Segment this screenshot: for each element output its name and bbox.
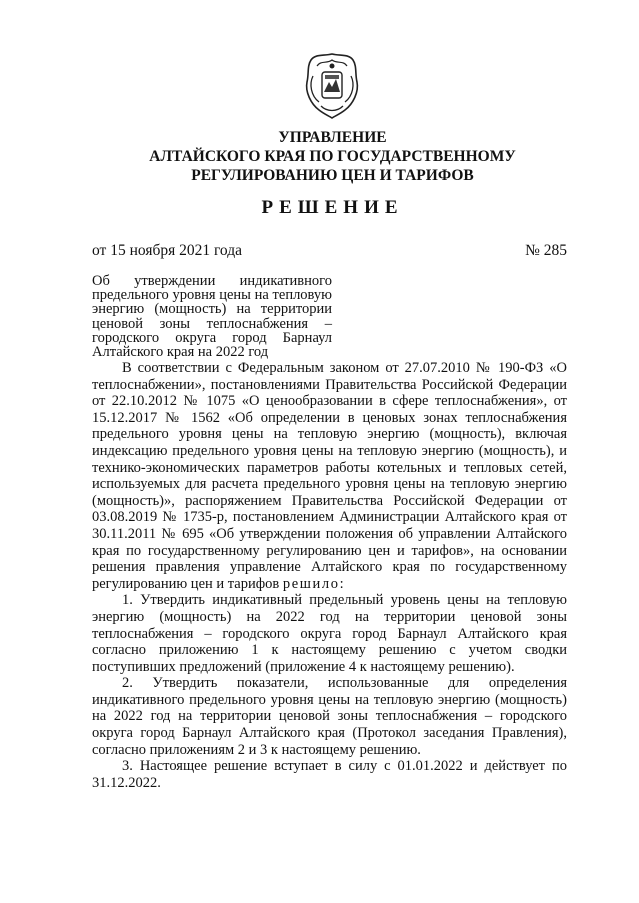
agency-header	[60, 128, 605, 185]
coat-of-arms-emblem	[303, 52, 361, 120]
document-subject: Об утверждении индикативного предельного уровня цены на тепловую энергию (мощность) на территории ценовой зоны теплоснабжения – городского округа город Барнаул Алтайского края на 2022 год	[92, 273, 332, 361]
document-date: от 15 ноября 2021 года	[92, 242, 243, 259]
decided-colon: :	[339, 575, 344, 592]
item-2-paragraph: 2. Утвердить показатели, использованные для определения индикативного предельного уровня цены на тепловую энергию (мощность) на 2022 год на территории ценовой зоны теплоснабжения – городского округа город Барнаул Алтайского края (Протокол заседания Правления), согласно приложениям 2 и 3 к настоящему решению.	[92, 675, 567, 758]
decided-word: решило	[282, 575, 340, 592]
item-1-paragraph: 1. Утвердить индикативный предельный уровень цены на тепловую энергию (мощность) на 2022 год на территории ценовой зоны теплоснабжения – городского округа город Барнаул Алтайского края согласно приложению 1 к настоящему решению с учетом сводки поступивших предложений (приложение 4 к настоящему решению).	[92, 592, 567, 675]
item-3-paragraph: 3. Настоящее решение вступает в силу с 01.01.2022 и действует по 31.12.2022.	[92, 758, 567, 791]
document-title: РЕШЕНИЕ	[261, 197, 404, 218]
document-number: № 285	[525, 242, 567, 259]
header-line-1: УПРАВЛЕНИЕ	[278, 129, 387, 146]
document-body	[92, 360, 567, 791]
header-line-3: РЕГУЛИРОВАНИЮ ЦЕН И ТАРИФОВ	[191, 167, 474, 184]
intro-text: В соответствии с Федеральным законом от 27.07.2010 № 190-ФЗ «О теплоснабжении», постановлениями Правительства Российской Федерации от 22.10.2012 № 1075 «О ценообразовании в сфере теплоснабжения», от 15.12.2017 № 1562 «Об определении в ценовых зонах теплоснабжения предельного уровня цены на тепловую энергию (мощность), включая индексацию предельного уровня цены на тепловую энергию (мощность), и технико-экономических параметров работы котельных и тепловых сетей, используемых для расчета предельного уровня цены на тепловую энергию (мощность)», распоряжением Правительства Российской Федерации от 03.08.2019 № 1735-р, постановлением Администрации Алтайского края от 30.11.2011 № 695 «Об утверждении положения об управлении Алтайского края по государственному регулированию цен и тарифов», на основании решения правления управление Алтайского края по государственному регулированию цен и тарифов	[92, 360, 567, 592]
header-line-2: АЛТАЙСКОГО КРАЯ ПО ГОСУДАРСТВЕННОМУ	[149, 148, 516, 165]
intro-paragraph	[92, 360, 567, 592]
